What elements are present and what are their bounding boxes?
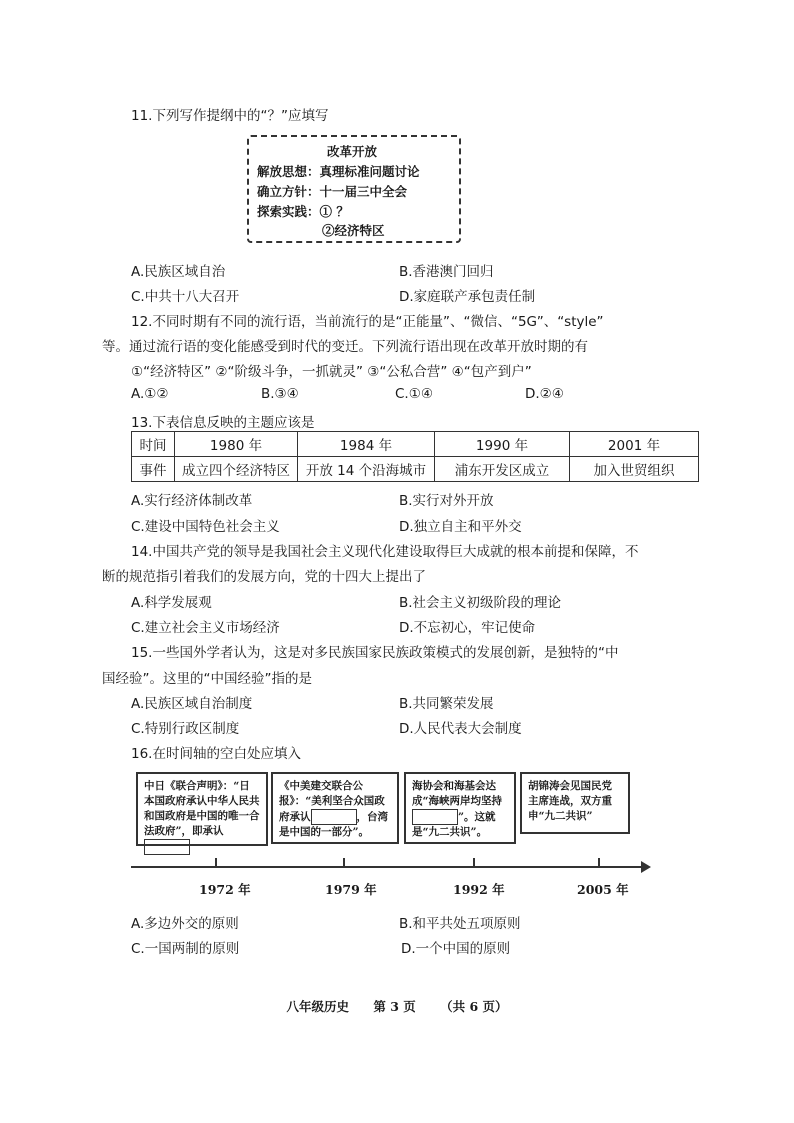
q12-stem-line2: 等。通过流行语的变化能感受到时代的变迁。下列流行语出现在改革开放时期的有: [102, 339, 588, 355]
q14-option-b[interactable]: B.社会主义初级阶段的理论: [399, 595, 562, 611]
timeline-arrow-icon: [641, 861, 651, 873]
table-cell: 时间: [132, 432, 175, 457]
timeline-tick: [473, 858, 475, 867]
q13-option-d[interactable]: D.独立自主和平外交: [399, 519, 522, 535]
table-cell: 开放 14 个沿海城市: [298, 457, 435, 482]
table-cell: 成立四个经济特区: [175, 457, 298, 482]
q15-stem-line1: 15.一些国外学者认为，这是对多民族国家民族政策模式的发展创新，是独特的“中: [131, 645, 619, 661]
outline-line1: 解放思想：真理标准问题讨论: [257, 164, 420, 179]
table-cell: 1990 年: [435, 432, 570, 457]
timeline-card-1972: [136, 772, 268, 846]
table-row: [132, 432, 699, 457]
blank-box: [144, 839, 190, 855]
q13-option-c[interactable]: C.建设中国特色社会主义: [131, 519, 280, 535]
timeline-tick: [215, 858, 217, 867]
q11-option-c[interactable]: C.中共十八大召开: [131, 289, 240, 305]
table-row: [132, 457, 699, 482]
timeline-year: 1979 年: [325, 882, 377, 897]
timeline-tick: [343, 858, 345, 867]
q14-stem-line1: 14.中国共产党的领导是我国社会主义现代化建设取得巨大成就的根本前提和保障，不: [131, 544, 639, 560]
q13-table: [131, 431, 699, 482]
outline-title: 改革开放: [327, 144, 378, 159]
table-cell: 浦东开发区成立: [435, 457, 570, 482]
card-text: 海协会和海基会达成“海峡两岸均坚持: [412, 780, 503, 807]
q13-option-b[interactable]: B.实行对外开放: [399, 493, 494, 509]
q16-option-b[interactable]: B.和平共处五项原则: [399, 916, 521, 932]
timeline-card-1992: [404, 772, 516, 844]
blank-box: [412, 809, 458, 825]
page-footer: [0, 997, 794, 1015]
table-cell: 事件: [132, 457, 175, 482]
q15-stem-line2: 国经验”。这里的“中国经验”指的是: [102, 671, 312, 687]
q14-option-a[interactable]: A.科学发展观: [131, 595, 212, 611]
q15-option-d[interactable]: D.人民代表大会制度: [399, 721, 522, 737]
q14-option-c[interactable]: C.建立社会主义市场经济: [131, 620, 280, 636]
outline-line4: ②经济特区: [322, 223, 385, 238]
table-cell: 1980 年: [175, 432, 298, 457]
q12-stem-line1: 12.不同时期有不同的流行语，当前流行的是“正能量”、“微信、“5G”、“style”: [131, 314, 604, 330]
q12-option-d[interactable]: D.②④: [525, 386, 564, 402]
timeline-year: 2005 年: [577, 882, 629, 897]
card-text: ”。这就是“九二共识”。: [412, 811, 496, 838]
q16-option-d[interactable]: D.一个中国的原则: [401, 941, 511, 957]
footer-subject: 八年级历史: [286, 999, 349, 1014]
timeline-card-1979: [271, 772, 399, 844]
q14-stem-line2: 断的规范指引着我们的发展方向，党的十四大上提出了: [102, 569, 426, 585]
card-text: 中日《联合声明》：“日本国政府承认中华人民共和国政府是中国的唯一合法政府”，即承认: [144, 780, 260, 837]
timeline-year: 1972 年: [199, 882, 251, 897]
footer-page: 第 3 页: [373, 999, 416, 1014]
q11-outline-box: [247, 135, 461, 243]
timeline-card-2005: [520, 772, 630, 834]
card-text: ，台湾是中国的一部分”。: [279, 811, 388, 838]
outline-line3: 探索实践：① ？: [257, 204, 349, 219]
outline-line2: 确立方针：十一届三中全会: [257, 184, 408, 199]
blank-box: [311, 809, 357, 825]
q11-stem: 11.下列写作提纲中的“？”应填写: [131, 108, 329, 124]
q12-items: ①“经济特区” ②“阶级斗争，一抓就灵” ③“公私合营” ④“包产到户”: [131, 364, 532, 380]
q12-option-c[interactable]: C.①④: [395, 386, 433, 402]
table-cell: 1984 年: [298, 432, 435, 457]
q15-option-b[interactable]: B.共同繁荣发展: [399, 696, 494, 712]
table-cell: 2001 年: [570, 432, 699, 457]
table-cell: 加入世贸组织: [570, 457, 699, 482]
q13-option-a[interactable]: A.实行经济体制改革: [131, 493, 253, 509]
timeline-axis: [131, 866, 643, 868]
q13-stem: 13.下表信息反映的主题应该是: [131, 415, 315, 431]
q11-option-a[interactable]: A.民族区域自治: [131, 264, 226, 280]
timeline-tick: [598, 858, 600, 867]
q12-option-b[interactable]: B.③④: [261, 386, 299, 402]
q14-option-d[interactable]: D.不忘初心，牢记使命: [399, 620, 536, 636]
timeline-year: 1992 年: [453, 882, 505, 897]
q16-option-a[interactable]: A.多边外交的原则: [131, 916, 239, 932]
footer-total: （共 6 页）: [440, 999, 508, 1014]
card-text: 胡锦涛会见国民党主席连战，双方重申“九二共识”: [528, 780, 612, 822]
q11-option-d[interactable]: D.家庭联产承包责任制: [399, 289, 536, 305]
card-text: 《中美建交联合公报》：“美利坚合众国政府承认: [279, 780, 385, 823]
q16-stem: 16.在时间轴的空白处应填入: [131, 746, 301, 762]
q15-option-a[interactable]: A.民族区域自治制度: [131, 696, 253, 712]
q12-option-a[interactable]: A.①②: [131, 386, 169, 402]
q16-option-c[interactable]: C.一国两制的原则: [131, 941, 240, 957]
q11-option-b[interactable]: B.香港澳门回归: [399, 264, 494, 280]
q15-option-c[interactable]: C.特别行政区制度: [131, 721, 240, 737]
